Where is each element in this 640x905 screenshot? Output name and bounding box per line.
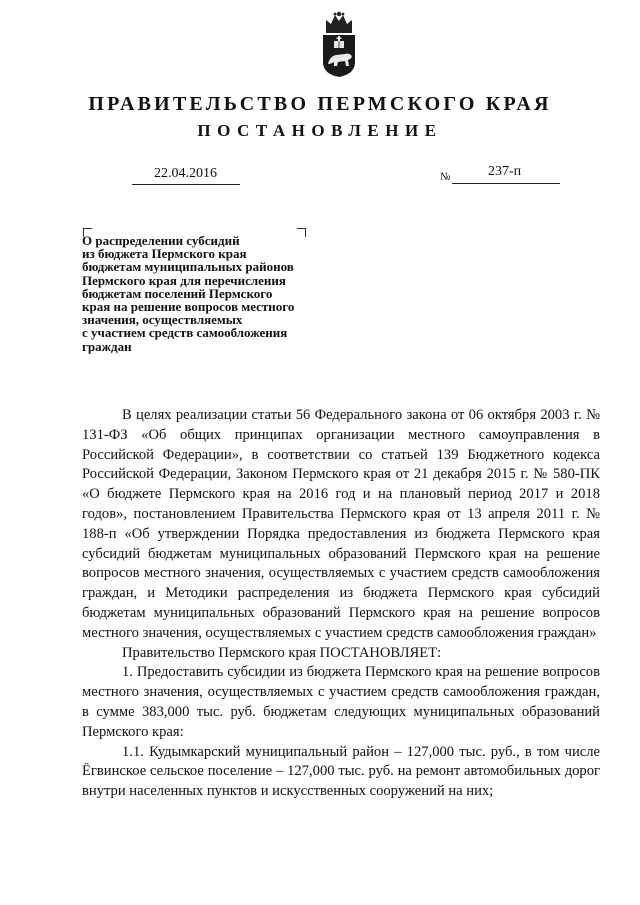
clause-1-1-paragraph: 1.1. Кудымкарский муниципальный район – 127,000 тыс. руб., в том числе Ёгвинское сельское поселение – 127,000 тыс. руб. на ремонт автомобильных дорог внутри населенных пунктов и искусственных сооружений на них;	[82, 743, 600, 800]
date-field	[132, 166, 240, 185]
government-heading: ПРАВИТЕЛЬСТВО ПЕРМСКОГО КРАЯ	[88, 93, 552, 115]
title-line: края на решение вопросов местного	[82, 299, 295, 315]
document-date: 22.04.2016	[154, 166, 217, 181]
title-line: О распределении субсидий	[82, 233, 240, 248]
title-line: с участием средств самообложения	[82, 325, 288, 341]
document-title	[82, 234, 382, 353]
clause-1-paragraph: 1. Предоставить субсидии из бюджета Пермского края на решение вопросов местного значения, осуществляемых с участием средств самообложения граждан, в сумме 383,000 тыс. руб. бюджетам следующих муниципальных образований Пермского края:	[82, 664, 600, 740]
preamble-paragraph: В целях реализации статьи 56 Федерального закона от 06 октября 2003 г. № 131-ФЗ «Об общих принципах организации местного самоуправления в Российской Федерации», в соответствии со статьей 139 Бюджетного кодекса Российской Федерации, Законом Пермского края от 21 декабря 2015 г. № 580-ПК «О бюджете Пермского края на 2016 год и на плановый период 2017 и 2018 годов», постановлением Правительства Пермского края от 13 апреля 2011 г. № 188-п «Об утверждении Порядка предоставления из бюджета Пермского края субсидий бюджетам муниципальных образований Пермского края на решение вопросов местного значения, осуществляемых с участием средств самообложения граждан, и Методики распределения из бюджета Пермского края субсидий бюджетам муниципальных образований Пермского края на решение вопросов местного значения, осуществляемых с участием средств самообложения граждан»	[82, 407, 600, 641]
number-field	[452, 164, 560, 184]
title-line: бюджетам поселений Пермского	[82, 285, 273, 301]
number-label: №	[440, 171, 451, 183]
title-line: Пермского края для перечисления	[82, 272, 286, 288]
title-line: из бюджета Пермского края	[82, 246, 247, 262]
document-number: 237-п	[488, 164, 522, 179]
document-body	[82, 406, 600, 802]
title-line: граждан	[82, 338, 132, 354]
title-line: значения, осуществляемых	[82, 312, 243, 328]
document-type-heading: ПОСТАНОВЛЕНИЕ	[197, 121, 443, 140]
title-line: бюджетам муниципальных районов	[82, 259, 294, 275]
resolution-paragraph: Правительство Пермского края ПОСТАНОВЛЯЕТ:	[122, 644, 442, 661]
perm-krai-coat-of-arms-icon	[318, 8, 360, 78]
